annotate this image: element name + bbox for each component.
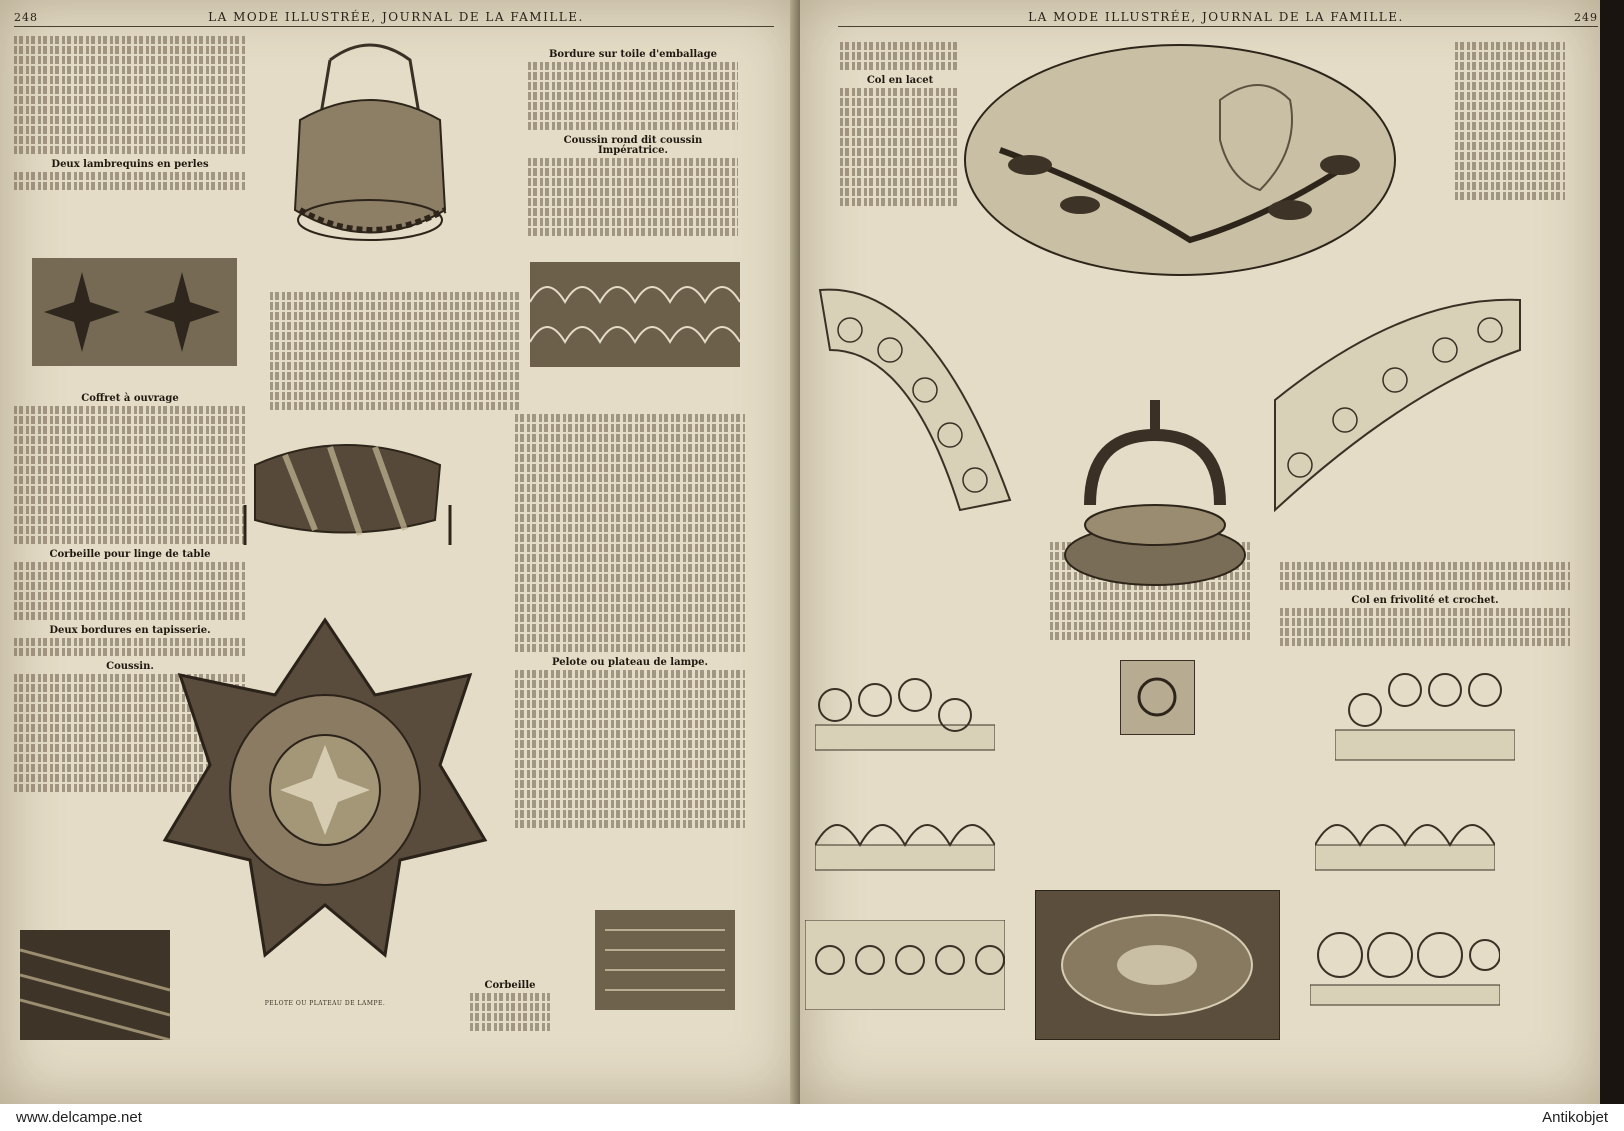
lace-square-sample <box>1120 660 1195 735</box>
edging-sample-3 <box>805 920 1005 1010</box>
heading-col-frivolite: Col en frivolité et crochet. <box>1351 595 1499 606</box>
edging-sample-6 <box>1310 915 1500 1010</box>
bordure-toile-illustration <box>530 262 740 367</box>
center-text-block <box>270 290 520 412</box>
eagle-embroidery-illustration <box>960 40 1400 280</box>
heading-col-lacet: Col en lacet <box>866 75 934 86</box>
heading-pelote: Pelote ou plateau de lampe. <box>552 657 708 668</box>
right-page-number: 249 <box>1573 10 1598 24</box>
left-page-header <box>14 8 774 27</box>
middle-text-column-2 <box>515 412 745 830</box>
collar-right-illustration <box>1255 290 1530 530</box>
right-right-column <box>1455 40 1565 202</box>
edging-sample-1 <box>815 675 995 755</box>
left-page <box>0 0 800 1104</box>
footer-site-url: www.delcampe.net <box>16 1109 142 1126</box>
watermark-footer <box>0 1104 1624 1131</box>
right-page-header <box>838 8 1598 27</box>
heading-corbeille: Corbeille <box>484 980 536 991</box>
left-text-column <box>14 34 246 192</box>
footer-seller-name: Antikobjet <box>1542 1109 1608 1126</box>
edging-sample-2 <box>815 800 995 875</box>
right-left-column <box>840 40 960 208</box>
medaillon-pattern-illustration <box>595 910 735 1010</box>
star-lamp-mat-illustration <box>160 615 490 995</box>
heading-coffret: Coffret à ouvrage <box>81 393 179 404</box>
roll-cushion-illustration <box>235 425 460 555</box>
left-page-number: 248 <box>14 10 38 24</box>
coussin-pattern-illustration <box>20 930 170 1040</box>
heading-lambrequins: Deux lambrequins en perles <box>51 159 209 170</box>
heading-coussin-rond: Coussin rond dit coussin Impératrice. <box>563 135 703 156</box>
caption-pelote-plateau: PELOTE OU PLATEAU DE LAMPE. <box>264 1000 386 1007</box>
heading-deux-bordures: Deux bordures en tapisserie. <box>49 625 211 636</box>
right-running-title: LA MODE ILLUSTRÉE, JOURNAL DE LA FAMILLE. <box>1028 10 1404 24</box>
heading-bordure-toile: Bordure sur toile d'emballage <box>548 49 718 60</box>
heading-corbeille-linge: Corbeille pour linge de table <box>49 549 211 560</box>
right-page <box>800 0 1600 1104</box>
edging-sample-4 <box>1335 670 1515 765</box>
applique-border-illustration <box>1035 890 1280 1040</box>
heading-coussin: Coussin. <box>106 661 154 672</box>
purse-illustration <box>270 40 470 265</box>
edging-sample-5 <box>1315 800 1495 875</box>
lamp-stand-illustration <box>1055 395 1255 605</box>
collar-left-illustration <box>810 270 1020 520</box>
middle-text-column <box>528 44 738 238</box>
lambrequin-stars-illustration <box>32 258 237 366</box>
left-running-title: LA MODE ILLUSTRÉE, JOURNAL DE LA FAMILLE. <box>208 10 584 24</box>
right-col-frivolite-block <box>1280 560 1570 648</box>
